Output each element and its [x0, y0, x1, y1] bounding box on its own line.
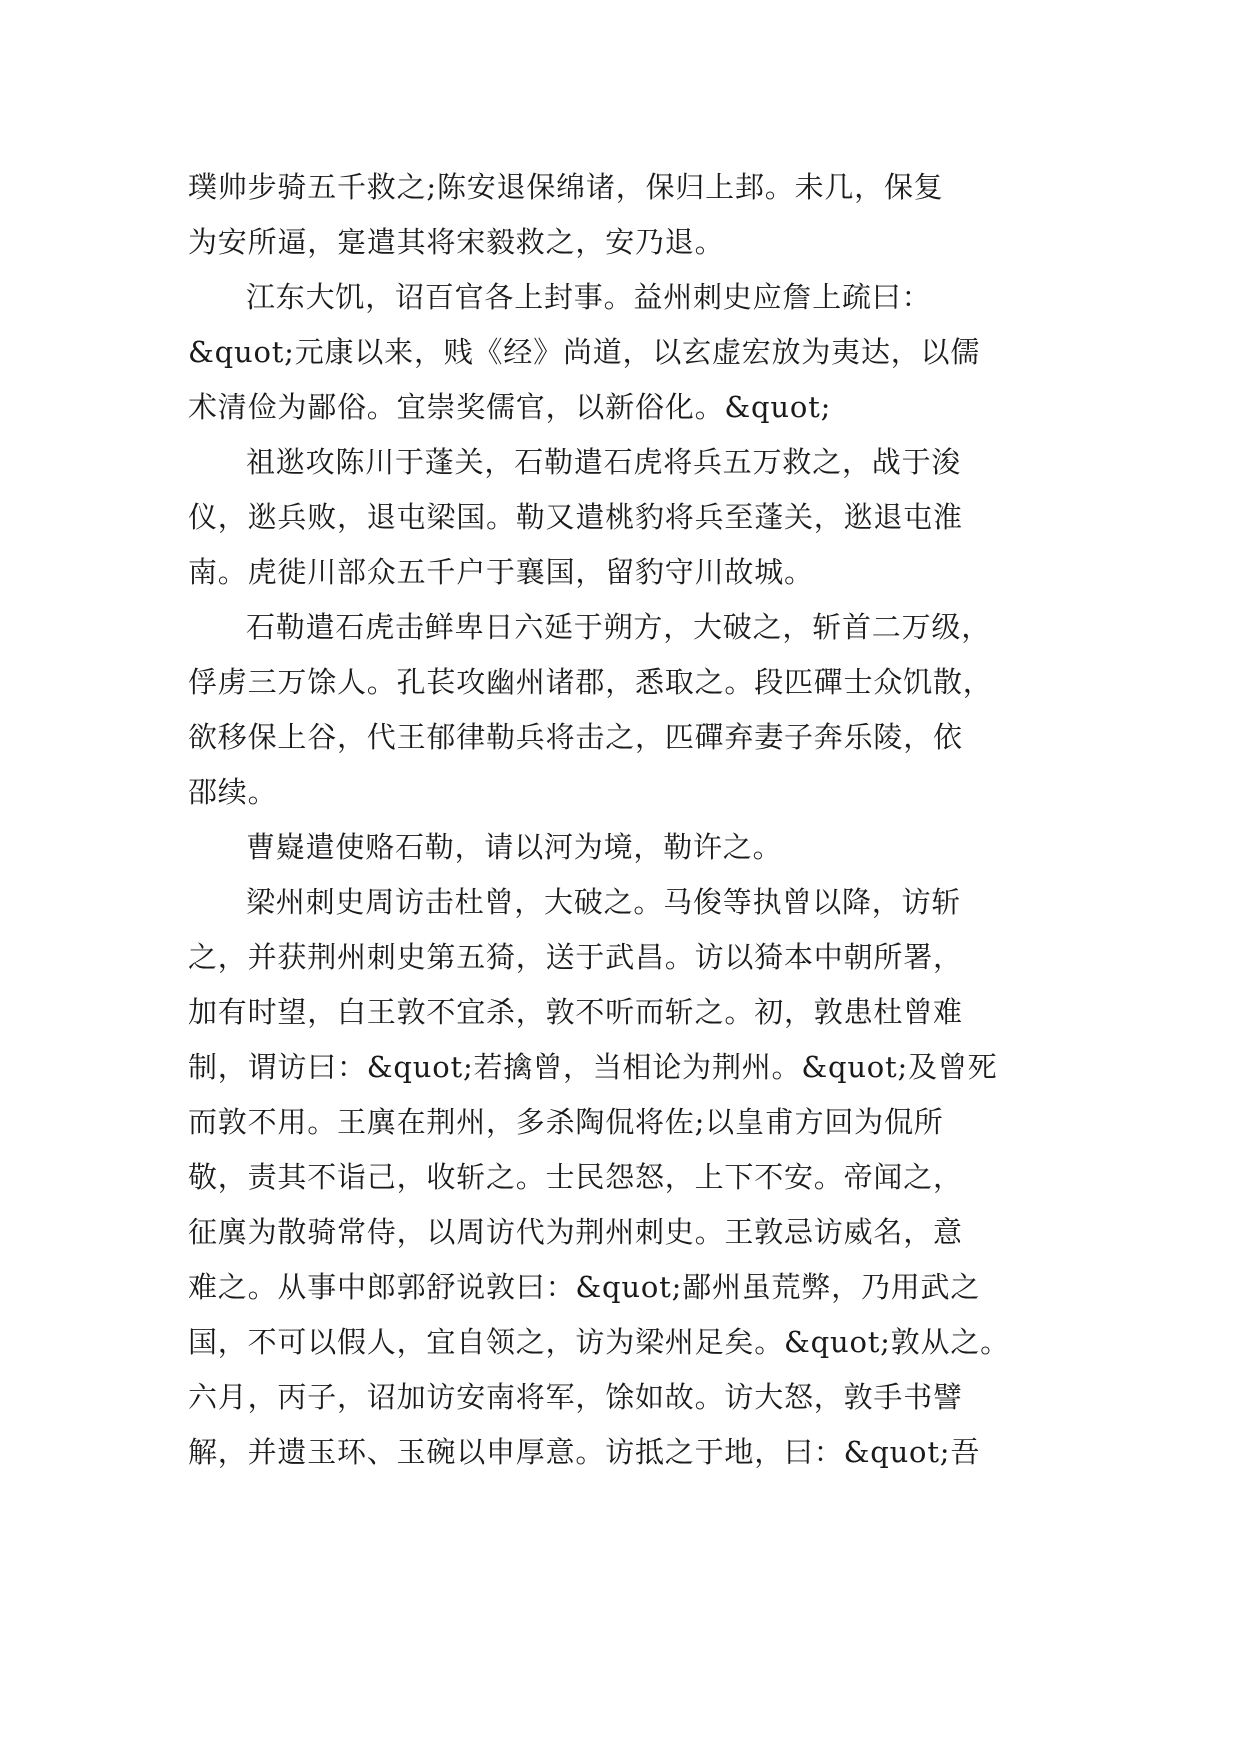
- text-line: 难之。从事中郎郭舒说敦曰：&quot;鄙州虽荒弊，乃用武之: [188, 1270, 981, 1304]
- text-line: 国，不可以假人，宜自领之，访为梁州足矣。&quot;敦从之。: [188, 1325, 1010, 1359]
- text-line: 敬，责其不诣己，收斩之。士民怨怒，上下不安。帝闻之，: [188, 1160, 963, 1194]
- text-line: 六月，丙子，诏加访安南将军，馀如故。访大怒，敦手书譬: [188, 1380, 963, 1414]
- paragraph-first-line: 江东大饥，诏百官各上封事。益州刺史应詹上疏曰：: [246, 280, 932, 314]
- text-line: 南。虎徙川部众五千户于襄国，留豹守川故城。: [188, 555, 814, 589]
- paragraph-first-line: 祖逖攻陈川于蓬关，石勒遣石虎将兵五万救之，战于浚: [246, 445, 962, 479]
- text-line: 解，并遗玉环、玉碗以申厚意。访抵之于地，曰：&quot;吾: [188, 1435, 981, 1469]
- paragraph-first-line: 梁州刺史周访击杜曾，大破之。马俊等执曾以降，访斩: [246, 885, 962, 919]
- text-line: 术清俭为鄙俗。宜崇奖儒官，以新俗化。&quot;: [188, 390, 832, 424]
- text-line: 欲移保上谷，代王郁律勒兵将击之，匹磾弃妻子奔乐陵，依: [188, 720, 963, 754]
- text-line: 加有时望，白王敦不宜杀，敦不听而斩之。初，敦患杜曾难: [188, 995, 963, 1029]
- body-text: [188, 160, 1058, 1480]
- text-line: 制，谓访曰：&quot;若擒曾，当相论为荆州。&quot;及曾死: [188, 1050, 998, 1084]
- text-line: 邵续。: [188, 775, 278, 809]
- paragraph-first-line: 石勒遣石虎击鲜卑日六延于朔方，大破之，斩首二万级，: [246, 610, 992, 644]
- text-line: 征廙为散骑常侍，以周访代为荆州刺史。王敦忌访威名，意: [188, 1215, 963, 1249]
- text-line: 俘虏三万馀人。孔苌攻幽州诸郡，悉取之。段匹磾士众饥散，: [188, 665, 993, 699]
- text-line: 之，并获荆州刺史第五猗，送于武昌。访以猗本中朝所署，: [188, 940, 963, 974]
- text-line: 璞帅步骑五千救之;陈安退保绵诸，保归上邽。未几，保复: [188, 170, 944, 204]
- paragraph-first-line: 曹嶷遣使赂石勒，请以河为境，勒许之。: [246, 830, 783, 864]
- text-line: &quot;元康以来，贱《经》尚道，以玄虚宏放为夷达，以儒: [188, 335, 981, 369]
- text-line: 仪，逖兵败，退屯梁国。勒又遣桃豹将兵至蓬关，逖退屯淮: [188, 500, 963, 534]
- text-line: 为安所逼，寔遣其将宋毅救之，安乃退。: [188, 225, 725, 259]
- text-line: 而敦不用。王廙在荆州，多杀陶侃将佐;以皇甫方回为侃所: [188, 1105, 944, 1139]
